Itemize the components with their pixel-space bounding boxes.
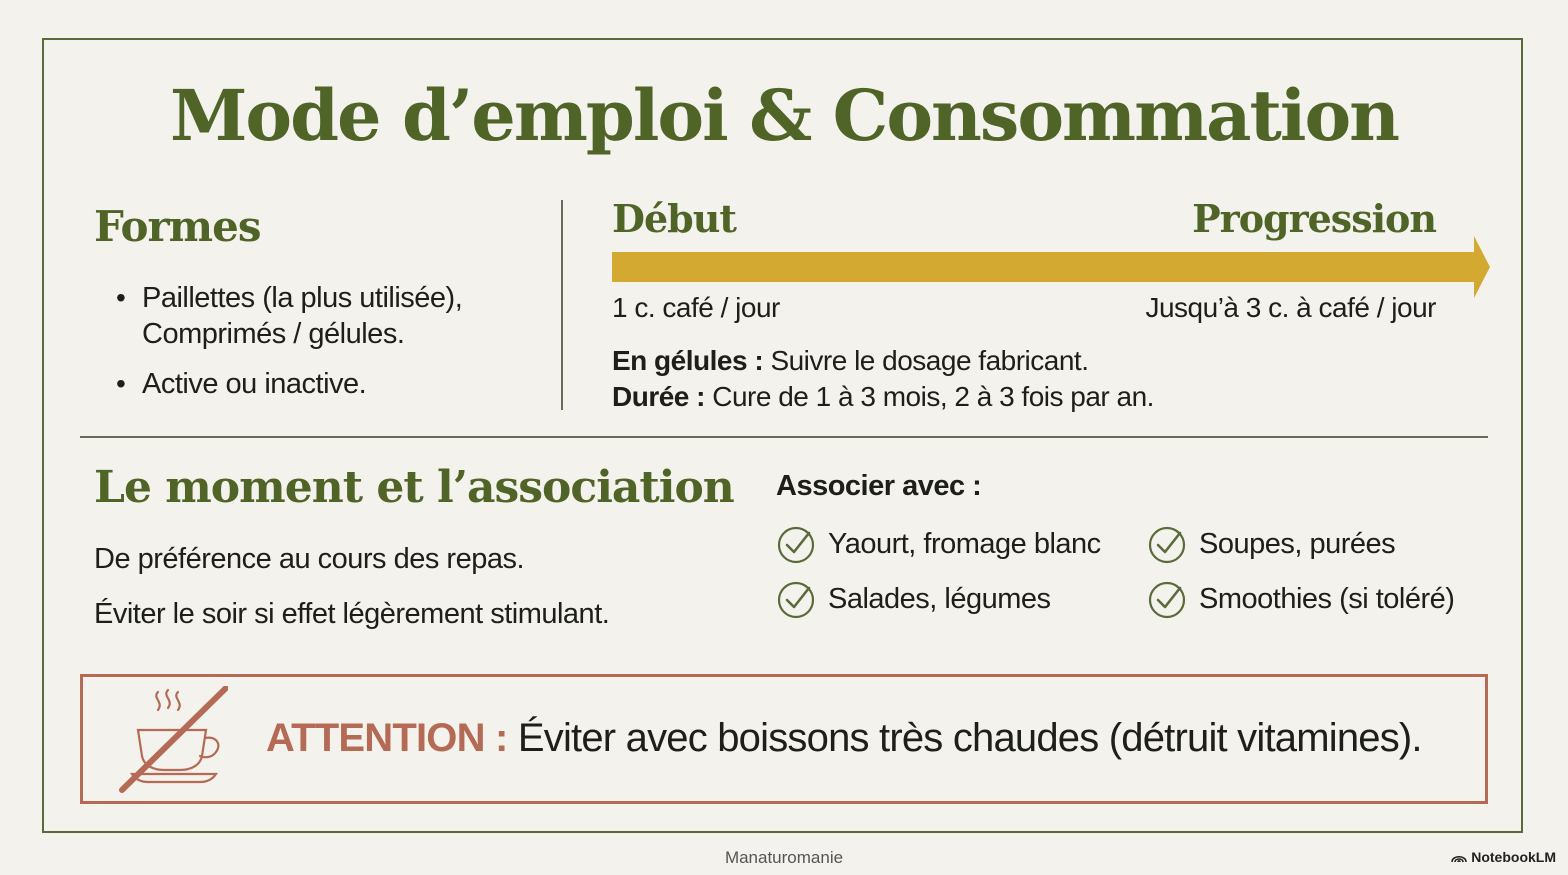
formes-heading: Formes — [94, 202, 261, 251]
vertical-divider — [561, 200, 563, 410]
notebooklm-logo-icon — [1451, 851, 1467, 863]
moment-text-2: Éviter le soir si effet légèrement stimulant. — [94, 598, 610, 630]
list-item: • Paillettes (la plus utilisée), Comprimés / gélules. — [116, 280, 522, 352]
associer-item — [776, 579, 1051, 619]
attention-label: ATTENTION : — [266, 716, 508, 760]
check-circle-icon — [1147, 524, 1187, 564]
gelules-line — [612, 345, 1088, 377]
moment-heading: Le moment et l’association — [94, 462, 734, 513]
associer-label: Yaourt, fromage blanc — [828, 527, 1101, 560]
debut-heading: Début — [612, 196, 736, 241]
horizontal-divider — [80, 436, 1488, 438]
gelules-label: En gélules : — [612, 345, 764, 376]
list-item: • Active ou inactive. — [116, 366, 522, 402]
duree-line — [612, 381, 1154, 413]
duree-label: Durée : — [612, 381, 705, 412]
moment-text-1: De préférence au cours des repas. — [94, 543, 525, 575]
associer-label: Soupes, purées — [1199, 527, 1396, 560]
start-dose-label: 1 c. café / jour — [612, 292, 780, 323]
no-hot-drink-icon — [112, 686, 228, 794]
associer-label: Smoothies (si toléré) — [1199, 582, 1455, 615]
check-circle-icon — [776, 579, 816, 619]
progression-heading: Progression — [1192, 196, 1436, 241]
check-circle-icon — [776, 524, 816, 564]
brand-name: NotebookLM — [1471, 849, 1556, 865]
duree-text: Cure de 1 à 3 mois, 2 à 3 fois par an. — [712, 381, 1154, 412]
gelules-text: Suivre le dosage fabricant. — [770, 345, 1089, 376]
attention-message — [266, 716, 1422, 761]
associer-heading: Associer avec : — [776, 470, 982, 502]
progression-arrow — [612, 252, 1476, 282]
brand-badge — [1451, 849, 1556, 865]
footer-source: Manaturomanie — [724, 848, 844, 867]
associer-item — [776, 524, 1101, 564]
check-circle-icon — [1147, 579, 1187, 619]
end-dose-label: Jusqu’à 3 c. à café / jour — [1145, 292, 1436, 323]
page-title: Mode d’emploi & Consommation — [169, 74, 1399, 157]
formes-list — [116, 280, 522, 416]
associer-item — [1147, 524, 1395, 564]
associer-label: Salades, légumes — [828, 582, 1051, 615]
associer-item — [1147, 579, 1454, 619]
attention-text: Éviter avec boissons très chaudes (détruit vitamines). — [517, 716, 1422, 760]
